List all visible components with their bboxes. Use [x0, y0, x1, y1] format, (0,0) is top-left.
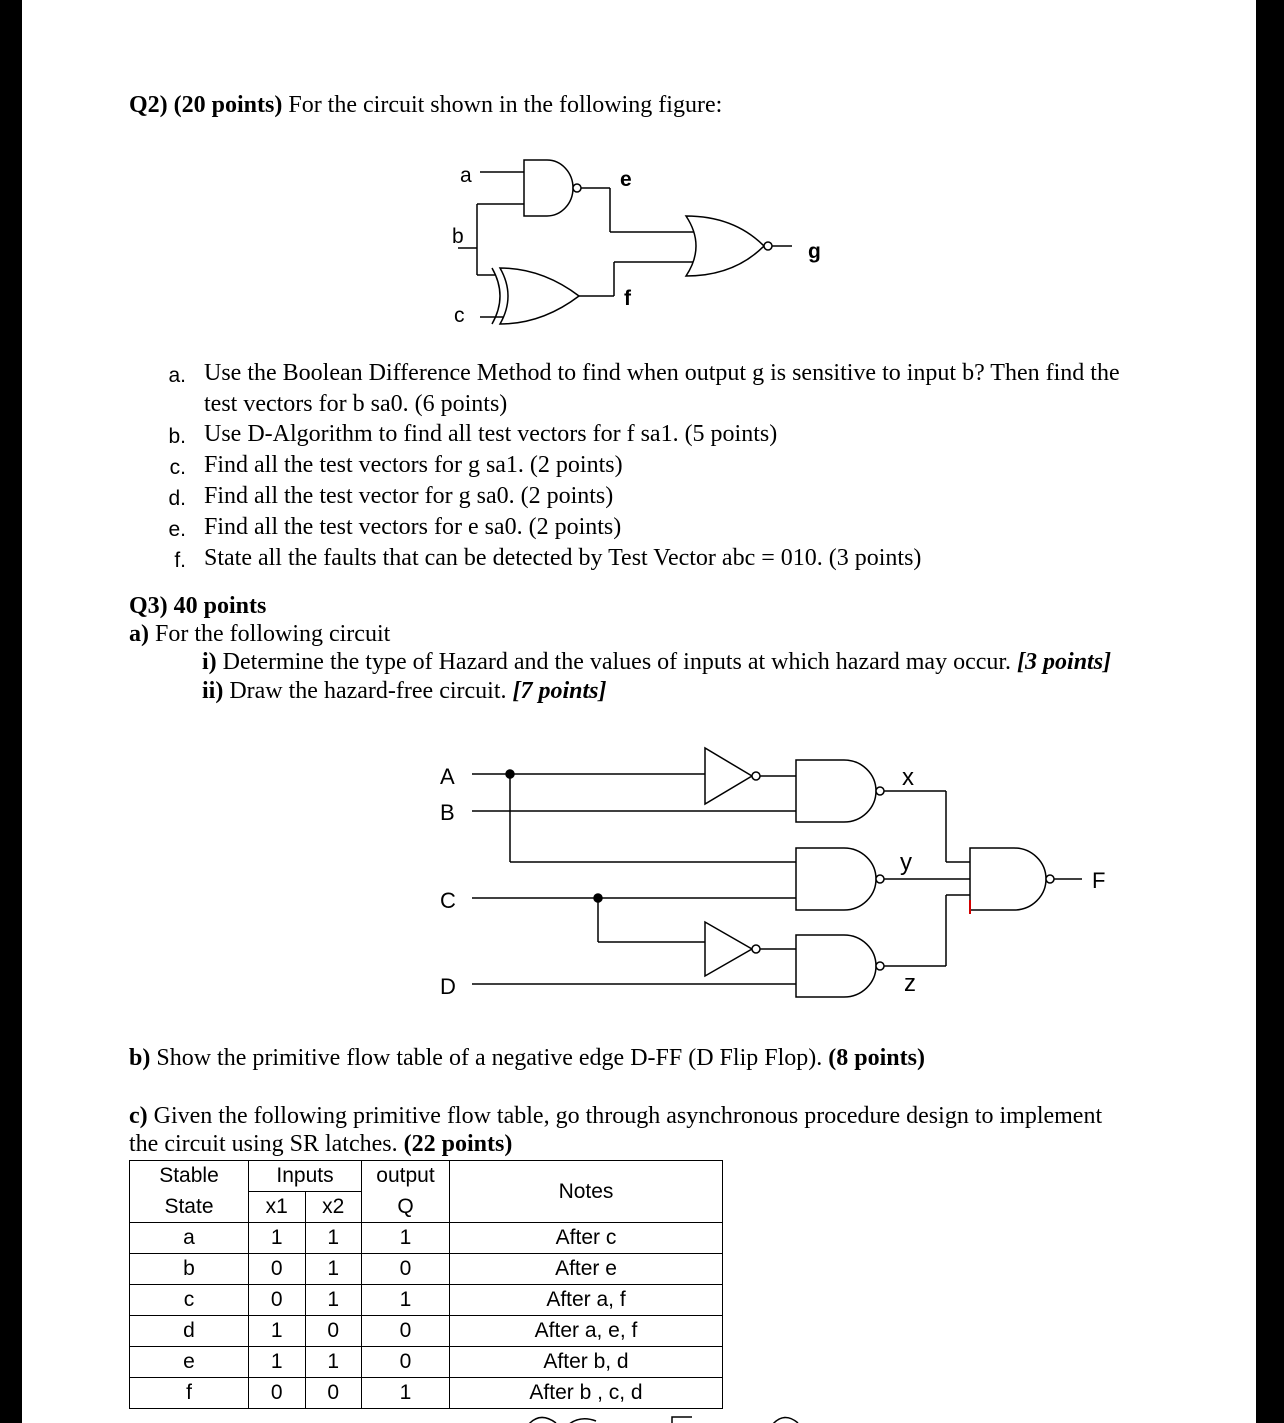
q2-label-f: f — [624, 287, 631, 310]
q2-label-b: b — [452, 225, 464, 248]
q3-b-text: b) Show the primitive flow table of a negative edge D-FF (D Flip Flop). (8 points) — [129, 1045, 925, 1071]
q2-label-g: g — [808, 240, 821, 263]
q2-item-e-marker: e. — [168, 518, 186, 541]
q3-a-ii-text: ii) Draw the hazard-free circuit. [7 points] — [202, 678, 607, 704]
q3-heading: Q3) 40 points — [129, 593, 267, 619]
q3-label-F: F — [1092, 868, 1106, 893]
q2-item-b-text: Use D-Algorithm to find all test vectors for f sa1. (5 points) — [204, 421, 778, 447]
q3-label-z: z — [904, 970, 916, 997]
header-q: Q — [362, 1192, 450, 1223]
q3-label-A: A — [440, 764, 455, 789]
header-x1: x1 — [249, 1192, 306, 1223]
q2-item-b-marker: b. — [168, 425, 186, 448]
table-row: e 1 1 0 After b, d — [130, 1347, 723, 1378]
q3-label-x: x — [902, 764, 914, 791]
q2-heading-bold: Q2) (20 points) — [129, 92, 283, 118]
q3-label-C: C — [440, 888, 456, 913]
q3-a-text: a) For the following circuit — [129, 621, 391, 647]
header-notes: Notes — [450, 1161, 723, 1223]
nand-y — [796, 848, 876, 910]
q3-circuit-diagram — [22, 0, 1256, 1040]
q2-item-c-text: Find all the test vectors for g sa1. (2 points) — [204, 452, 623, 478]
q2-label-c: c — [454, 304, 465, 327]
table-row: a 1 1 1 After c — [130, 1223, 723, 1254]
table-row: c 0 1 1 After a, f — [130, 1285, 723, 1316]
q3-c-text-line2: the circuit using SR latches. (22 points) — [129, 1131, 513, 1157]
table-row: f 0 0 1 After b , c, d — [130, 1378, 723, 1409]
nand-x — [796, 760, 876, 822]
inverter-a — [705, 748, 752, 804]
q2-item-c-marker: c. — [169, 456, 186, 479]
q2-heading-text: For the circuit shown in the following figure: — [282, 92, 723, 118]
q2-item-d-marker: d. — [168, 487, 186, 510]
q2-item-a-text: Use the Boolean Difference Method to find when output g is sensitive to input b? Then find the — [204, 360, 1120, 386]
q2-label-e: e — [620, 168, 632, 191]
nand-z — [796, 935, 876, 997]
document-page — [22, 0, 1256, 1423]
primitive-flow-table — [129, 1160, 723, 1409]
q2-item-a-cont: test vectors for b sa0. (6 points) — [204, 391, 508, 417]
q3-label-D: D — [440, 974, 456, 999]
header-state: State — [130, 1192, 249, 1223]
q3-label-y: y — [900, 849, 912, 876]
q2-item-d-text: Find all the test vector for g sa0. (2 points) — [204, 483, 614, 509]
q2-label-a: a — [460, 164, 472, 187]
table-row: b 0 1 0 After e — [130, 1254, 723, 1285]
header-inputs: Inputs — [249, 1161, 362, 1192]
q3-label-B: B — [440, 800, 455, 825]
nand-f — [970, 848, 1046, 910]
inverter-c — [705, 922, 752, 976]
q3-a-i-text: i) Determine the type of Hazard and the values of inputs at which hazard may occur. [3 points] — [202, 649, 1112, 675]
cutoff-text-fragment — [522, 1413, 802, 1423]
header-stable: Stable — [130, 1161, 249, 1192]
header-output: output — [362, 1161, 450, 1192]
q2-item-f-text: State all the faults that can be detected by Test Vector abc = 010. (3 points) — [204, 545, 922, 571]
q2-item-a-marker: a. — [168, 364, 186, 387]
table-row: d 1 0 0 After a, e, f — [130, 1316, 723, 1347]
header-x2: x2 — [305, 1192, 362, 1223]
table-header-row-1 — [130, 1161, 723, 1192]
q2-item-e-text: Find all the test vectors for e sa0. (2 points) — [204, 514, 622, 540]
q2-item-f-marker: f. — [174, 549, 186, 572]
q3-c-text-line1: c) Given the following primitive flow table, go through asynchronous procedure design to implement — [129, 1103, 1103, 1129]
